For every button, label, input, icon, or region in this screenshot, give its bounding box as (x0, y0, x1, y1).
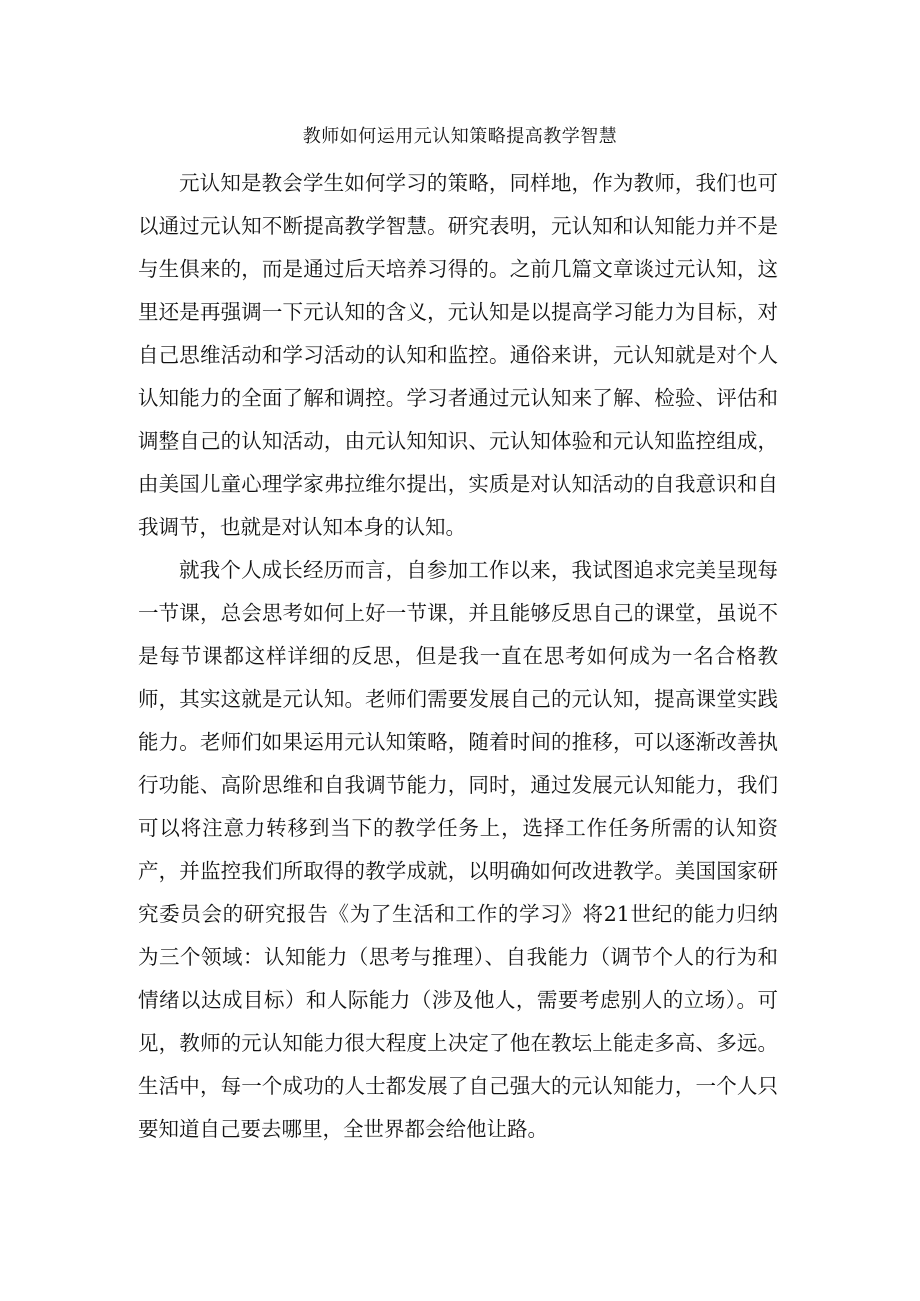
paragraph-2: 就我个人成长经历而言，自参加工作以来，我试图追求完美呈现每一节课，总会思考如何上好一节课，并且能够反思自己的课堂，虽说不是每节课都这样详细的反思，但是我一直在思考如何成为一名合格教师，其实这就是元认知。老师们需要发展自己的元认知，提高课堂实践能力。老师们如果运用元认知策略，随着时间的推移，可以逐渐改善执行功能、高阶思维和自我调节能力，同时，通过发展元认知能力，我们可以将注意力转移到当下的教学任务上，选择工作任务所需的认知资产，并监控我们所取得的教学成就，以明确如何改进教学。美国国家研究委员会的研究报告《为了生活和工作的学习》将21世纪的能力归纳为三个领域：认知能力（思考与推理）、自我能力（调节个人的行为和情绪以达成目标）和人际能力（涉及他人，需要考虑别人的立场）。可见，教师的元认知能力很大程度上决定了他在教坛上能走多高、多远。生活中，每一个成功的人士都发展了自己强大的元认知能力，一个人只要知道自己要去哪里，全世界都会给他让路。 (138, 558, 778, 1141)
document-title: 教师如何运用元认知策略提高教学智慧 (302, 126, 618, 147)
paragraph-1: 元认知是教会学生如何学习的策略，同样地，作为教师，我们也可以通过元认知不断提高教学智慧。研究表明，元认知和认知能力并不是与生俱来的，而是通过后天培养习得的。之前几篇文章谈过元认知，这里还是再强调一下元认知的含义，元认知是以提高学习能力为目标，对自己思维活动和学习活动的认知和监控。通俗来讲，元认知就是对个人认知能力的全面了解和调控。学习者通过元认知来了解、检验、评估和调整自己的认知活动，由元认知知识、元认知体验和元认知监控组成，由美国儿童心理学家弗拉维尔提出，实质是对认知活动的自我意识和自我调节，也就是对认知本身的认知。 (138, 171, 778, 539)
document-body (138, 162, 778, 1151)
